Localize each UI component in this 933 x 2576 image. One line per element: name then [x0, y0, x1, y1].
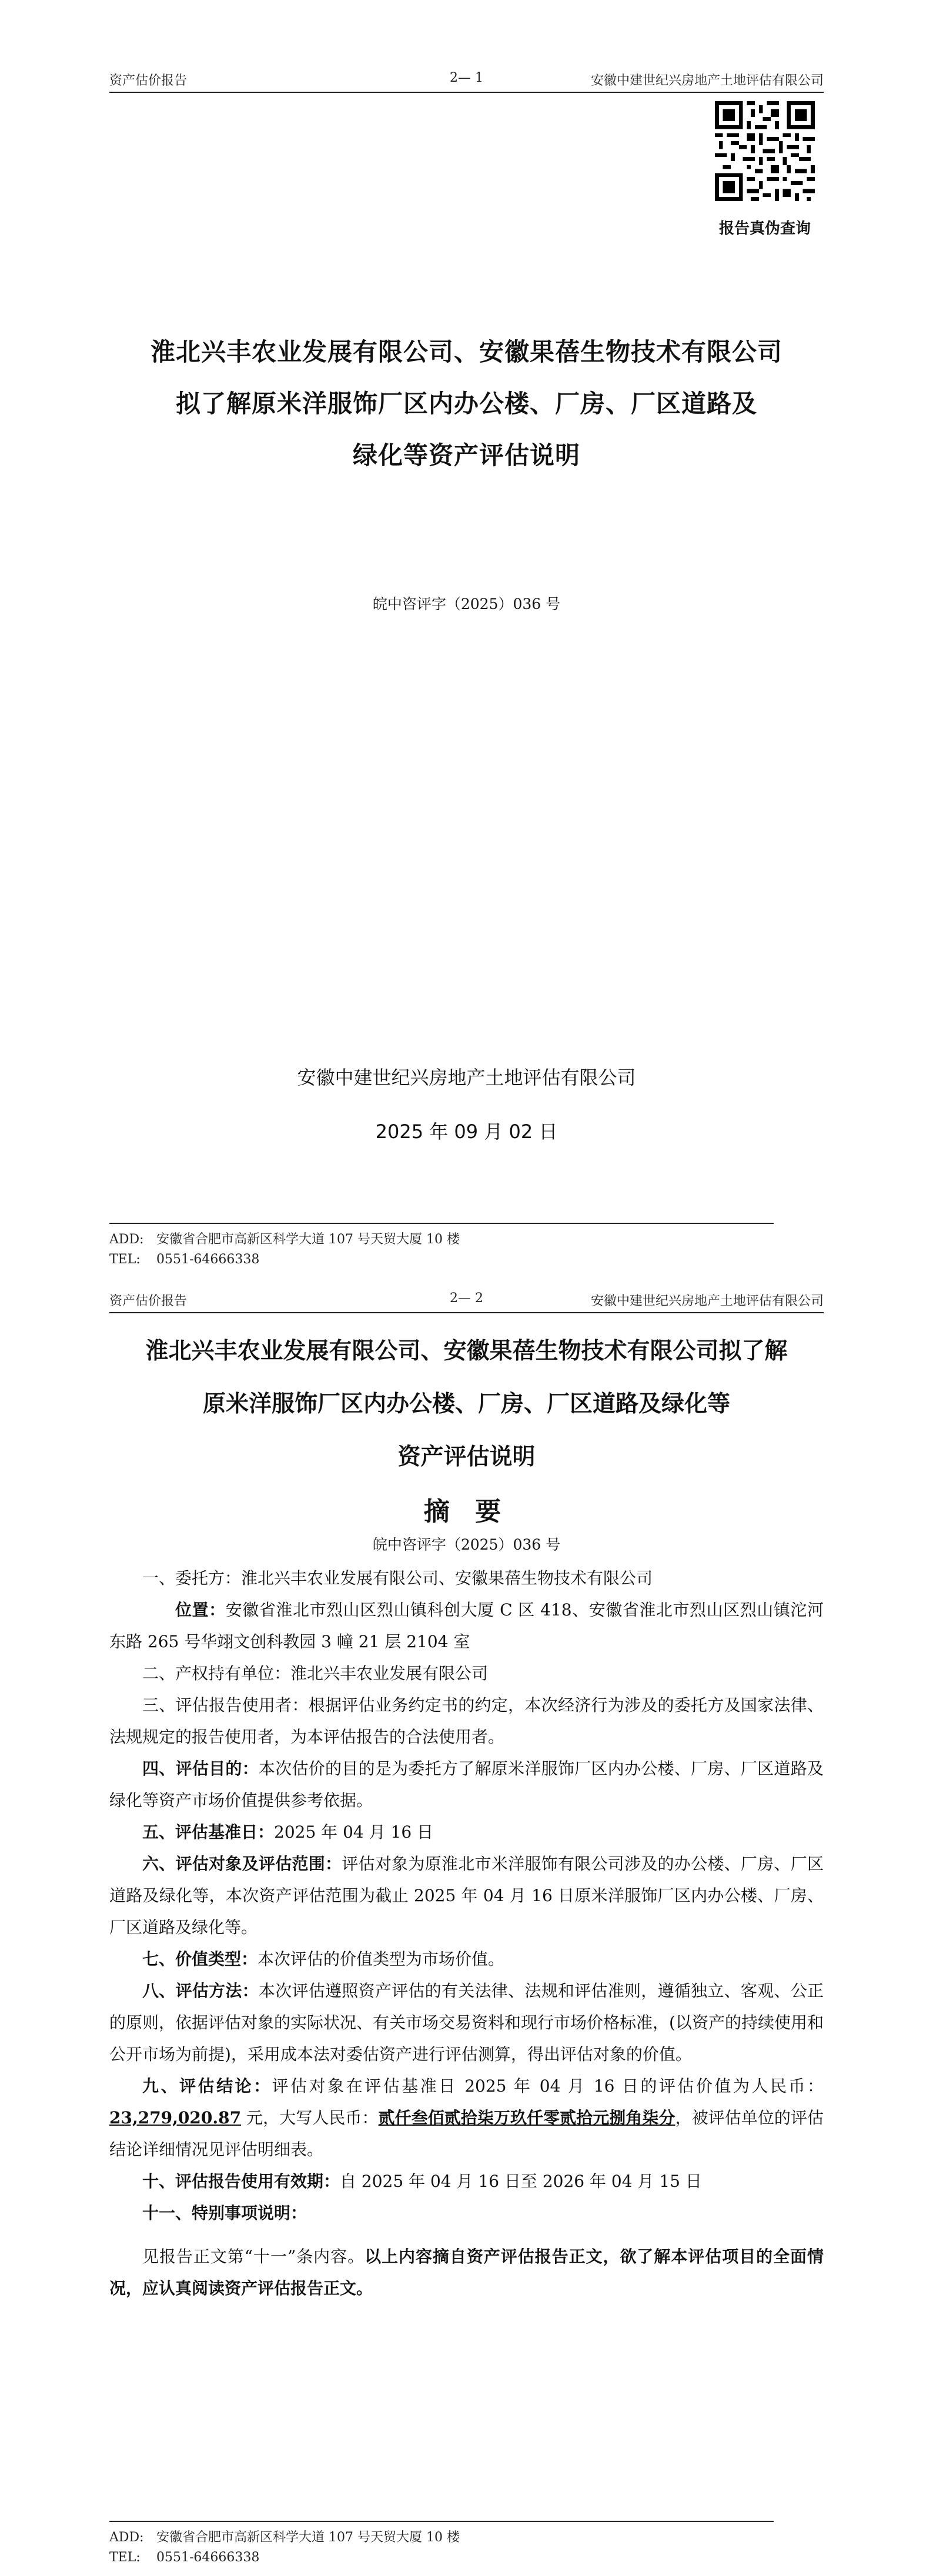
cover-page	[0, 0, 933, 1276]
abstract-heading: 摘 要	[423, 1497, 510, 1527]
section-purpose	[109, 1753, 824, 1816]
section-label: 四、评估目的：	[142, 1759, 259, 1778]
section-label: 八、评估方法：	[142, 1981, 259, 2000]
header-left: 资产估价报告	[109, 1294, 188, 1309]
closing-plain: 见报告正文第“十一”条内容。	[142, 2247, 365, 2266]
header-page-number: 2— 1	[450, 71, 483, 85]
footer-tel-label: TEL:	[109, 1252, 141, 1267]
section-label: 七、价值类型：	[142, 1949, 258, 1969]
footer-tel-label: TEL:	[109, 2550, 141, 2565]
section-label: 五、评估基准日：	[142, 1822, 275, 1842]
section-label: 六、评估对象及评估范围：	[142, 1854, 342, 1874]
section-text: ，被评估单位的评估结论详细情况见评估明细表。	[109, 2108, 824, 2159]
section-text: 评估对象为原淮北市米洋服饰有限公司涉及的办公楼、厂房、厂区道路及绿化等，本次资产评估范围为截止 2025 年 04 月 16 日原米洋服饰厂区内办公楼、厂房、厂区道路及绿化等。	[109, 1854, 824, 1937]
section-text: 元，大写人民币：	[241, 2108, 379, 2127]
section-text: 评估对象在评估基准日 2025 年 04 月 16 日的评估价值为人民币：	[272, 2076, 824, 2096]
footer-add-value: 安徽省合肥市高新区科学大道 107 号天贸大厦 10 楼	[156, 1232, 460, 1247]
footer-address	[109, 2528, 774, 2548]
section-text: 淮北兴丰农业发展有限公司、安徽果蓓生物技术有限公司	[241, 1568, 653, 1588]
footer-add-label: ADD:	[109, 1232, 144, 1247]
section-label: 二、产权持有单位：	[142, 1664, 291, 1683]
section-scope	[109, 1848, 824, 1943]
page-header	[109, 68, 824, 93]
valuation-amount: 23,279,020.87	[109, 2108, 242, 2127]
cover-title-line: 淮北兴丰农业发展有限公司、安徽果蓓生物技术有限公司	[150, 337, 782, 366]
report-title	[88, 1325, 845, 1484]
section-label: 一、委托方：	[142, 1568, 242, 1588]
header-left: 资产估价报告	[109, 73, 188, 88]
closing-bold: 以上内容摘自资产评估报告正文，欲了解本评估项目的全面情况，应认真阅读资产评估报告正文。	[109, 2247, 824, 2298]
section-label: 九、评估结论：	[142, 2076, 272, 2096]
section-text: 淮北兴丰农业发展有限公司	[290, 1664, 489, 1683]
header-company: 安徽中建世纪兴房地产土地评估有限公司	[590, 73, 824, 88]
section-text: 安徽省淮北市烈山区烈山镇科创大厦 C 区 418、安徽省淮北市烈山区烈山镇沱河东路 265 号华翊文创科教园 3 幢 21 层 2104 室	[109, 1600, 824, 1651]
page-footer	[109, 2521, 774, 2568]
abstract-body	[109, 1563, 824, 2304]
cover-date: 2025 年 09 月 02 日	[375, 1120, 558, 1143]
cover-company: 安徽中建世纪兴房地产土地评估有限公司	[297, 1066, 636, 1089]
closing-note	[109, 2241, 824, 2304]
report-title-line: 原米洋服饰厂区内办公楼、厂房、厂区道路及绿化等	[202, 1391, 730, 1417]
section-text: 本次评估的价值类型为市场价值。	[258, 1949, 505, 1969]
qr-code-icon[interactable]	[715, 101, 815, 201]
valuation-amount-chinese: 贰仟叁佰贰拾柒万玖仟零贰拾元捌角柒分	[378, 2108, 675, 2127]
section-text: 本次估价的目的是为委托方了解原米洋服饰厂区内办公楼、厂房、厂区道路及绿化等资产市场价值提供参考依据。	[109, 1759, 824, 1810]
cover-title	[88, 326, 845, 481]
cover-title-line: 拟了解原米洋服饰厂区内办公楼、厂房、厂区道路及	[175, 389, 757, 418]
section-text: 自 2025 年 04 月 16 日至 2026 年 04 月 15 日	[340, 2172, 702, 2191]
section-owner	[109, 1658, 824, 1690]
footer-add-value: 安徽省合肥市高新区科学大道 107 号天贸大厦 10 楼	[156, 2530, 460, 2545]
section-base-date	[109, 1816, 824, 1848]
section-client	[109, 1563, 824, 1594]
qr-caption: 报告真伪查询	[718, 220, 811, 237]
section-label: 十一、特别事项说明：	[142, 2203, 307, 2223]
section-value-type	[109, 1943, 824, 1975]
page-footer	[109, 1223, 774, 1270]
section-method	[109, 1975, 824, 2070]
page-header	[109, 1289, 824, 1313]
section-text: 本次评估遵照资产评估的有关法律、法规和评估准则，遵循独立、客观、公正的原则，依据评估对象的实际状况、有关市场交易资料和现行市场价格标准，(以资产的持续使用和公开市场为前提)，采用成本法对委估资产进行评估测算，得出评估对象的价值。	[109, 1981, 824, 2064]
cover-title-line: 绿化等资产评估说明	[352, 441, 580, 470]
footer-tel	[109, 1250, 774, 1270]
report-title-line: 淮北兴丰农业发展有限公司、安徽果蓓生物技术有限公司拟了解	[145, 1338, 788, 1364]
section-text: 根据评估业务约定书的约定，本次经济行为涉及的委托方及国家法律、法规规定的报告使用者，为本评估报告的合法使用者。	[109, 1695, 824, 1747]
section-text: 2025 年 04 月 16 日	[274, 1822, 434, 1842]
section-validity	[109, 2166, 824, 2197]
section-label: 三、评估报告使用者：	[142, 1695, 309, 1715]
section-users	[109, 1690, 824, 1753]
abstract-page	[0, 1276, 933, 2576]
footer-add-label: ADD:	[109, 2530, 144, 2545]
footer-tel-value: 0551-64666338	[156, 2550, 260, 2565]
footer-tel	[109, 2548, 774, 2568]
report-title-line: 资产评估说明	[397, 1444, 536, 1470]
qr-verification[interactable]	[706, 101, 824, 238]
section-special	[109, 2197, 824, 2229]
footer-address	[109, 1230, 774, 1250]
doc-number: 皖中咨评字（2025）036 号	[372, 1536, 561, 1553]
header-page-number: 2— 2	[450, 1291, 483, 1306]
section-client-location	[109, 1594, 824, 1658]
footer-tel-value: 0551-64666338	[156, 1252, 260, 1267]
header-company: 安徽中建世纪兴房地产土地评估有限公司	[590, 1294, 824, 1309]
section-label: 位置：	[175, 1600, 226, 1620]
section-label: 十、评估报告使用有效期：	[142, 2172, 340, 2191]
section-conclusion	[109, 2070, 824, 2166]
cover-doc-number: 皖中咨评字（2025）036 号	[372, 596, 561, 613]
